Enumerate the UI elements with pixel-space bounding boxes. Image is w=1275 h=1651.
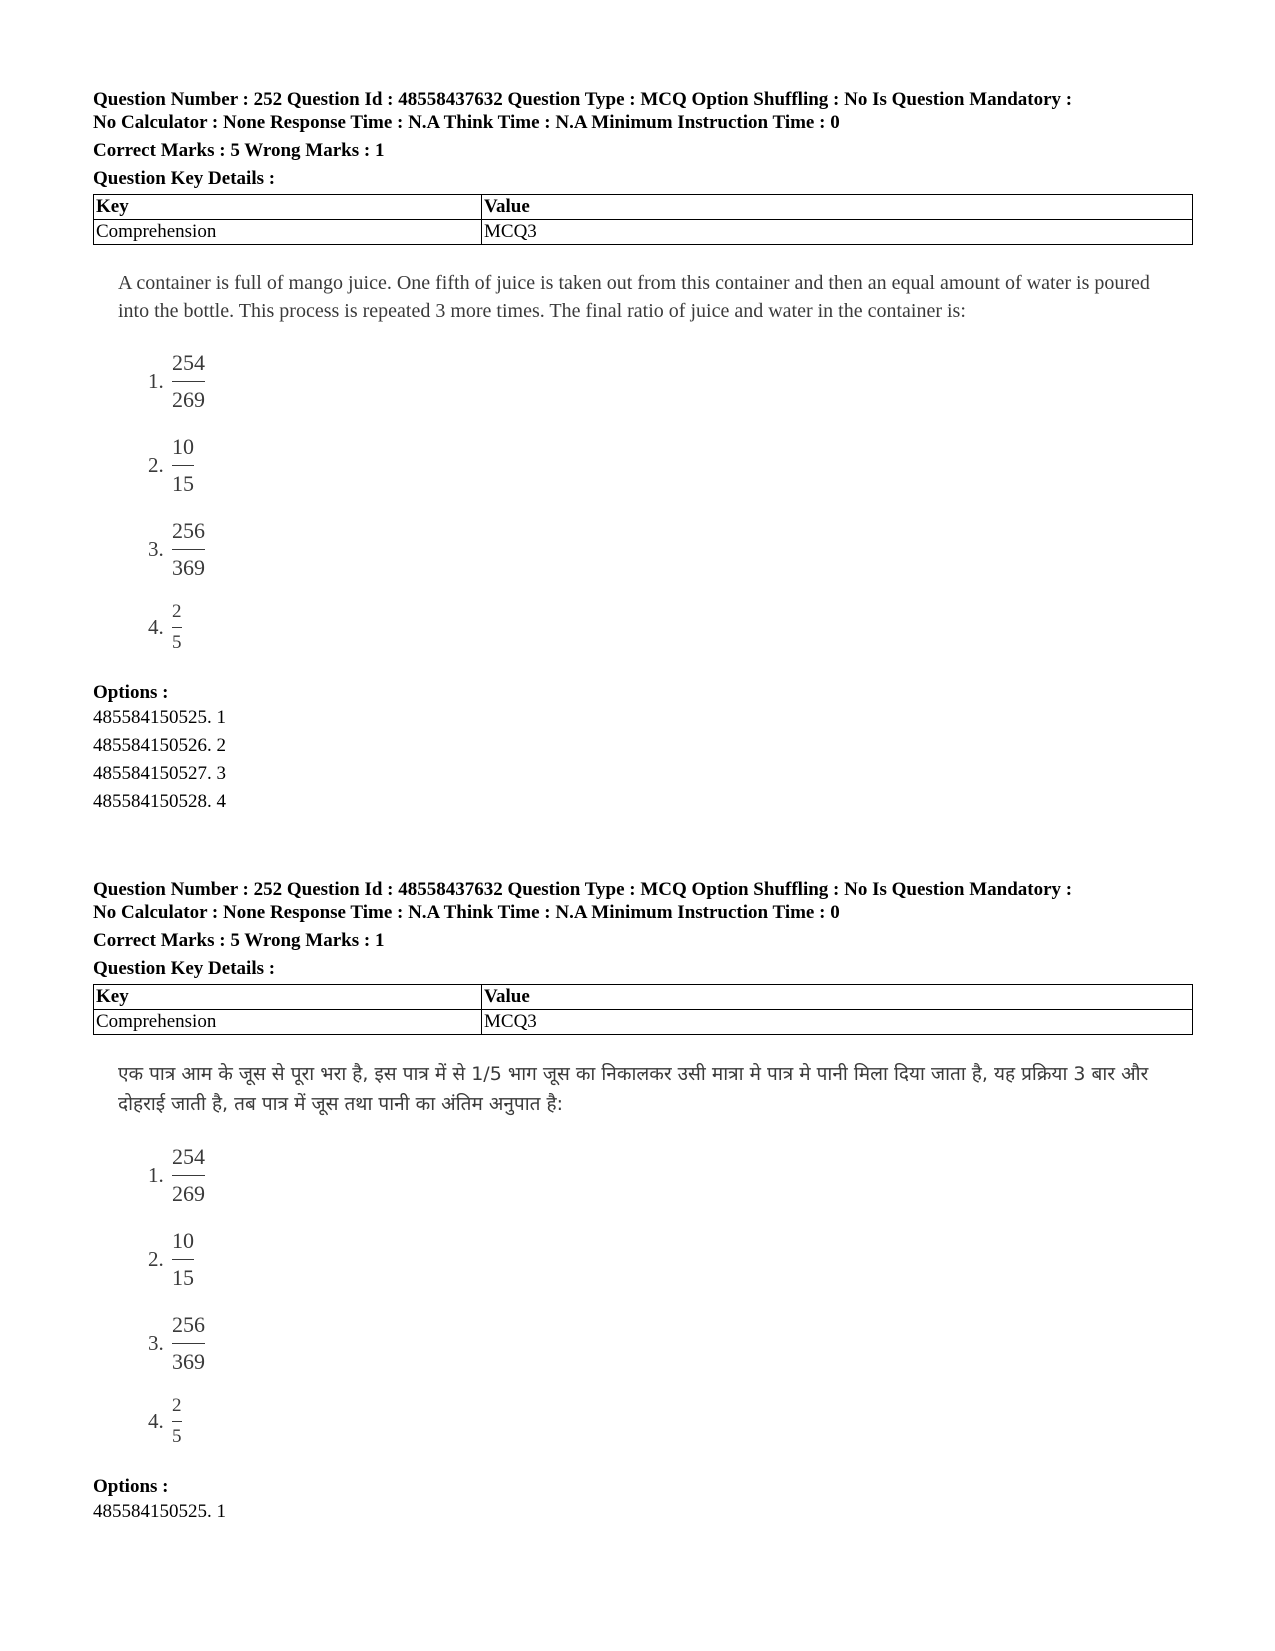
fraction-numerator: 2 [172, 1394, 182, 1416]
options-label: Options : [93, 1476, 169, 1497]
fraction-denominator: 369 [172, 1348, 205, 1374]
question-marks: Correct Marks : 5 Wrong Marks : 1 [93, 140, 385, 161]
answer-choice-2 [148, 1217, 1193, 1301]
answer-choice-1 [148, 339, 1193, 423]
choice-number: 4. [148, 1408, 164, 1433]
answer-choice-3 [148, 507, 1193, 591]
table-header-key: Key [94, 985, 482, 1010]
answer-choice-4 [148, 1385, 1193, 1457]
fraction-numerator: 10 [172, 1227, 194, 1253]
fraction-numerator: 10 [172, 433, 194, 459]
question-block-2 [93, 878, 1193, 1526]
option-id: 485584150525. 1 [93, 1501, 226, 1522]
question-marks: Correct Marks : 5 Wrong Marks : 1 [93, 930, 385, 951]
options-label: Options : [93, 682, 169, 703]
key-details-label: Question Key Details : [93, 168, 276, 189]
choice-number: 3. [148, 1330, 164, 1355]
choice-fraction [172, 348, 205, 415]
fraction-denominator: 5 [172, 1425, 182, 1447]
question-meta-line-1: Question Number : 252 Question Id : 48558437632 Question Type : MCQ Option Shuffling : No Is Question Mandatory : [93, 89, 1073, 110]
choice-fraction [172, 516, 205, 583]
answer-choices [148, 339, 1193, 663]
table-header-key: Key [94, 195, 482, 220]
answer-choice-1 [148, 1133, 1193, 1217]
fraction-denominator: 15 [172, 1264, 194, 1290]
fraction-numerator: 2 [172, 600, 182, 622]
choice-number: 2. [148, 1246, 164, 1271]
choice-fraction [172, 1394, 182, 1449]
choice-fraction [172, 600, 182, 655]
fraction-numerator: 254 [172, 349, 205, 375]
key-details-label: Question Key Details : [93, 958, 276, 979]
question-meta-line-2: No Calculator : None Response Time : N.A Think Time : N.A Minimum Instruction Time : 0 [93, 902, 840, 923]
answer-choices [148, 1133, 1193, 1457]
option-id-list [93, 704, 1193, 816]
option-id: 485584150528. 4 [93, 791, 226, 812]
choice-fraction [172, 1142, 205, 1209]
question-meta-line-1: Question Number : 252 Question Id : 48558437632 Question Type : MCQ Option Shuffling : No Is Question Mandatory : [93, 879, 1073, 900]
choice-number: 4. [148, 614, 164, 639]
question-text-hindi: एक पात्र आम के जूस से पूरा भरा है, इस पात्र में से 1/5 भाग जूस का निकालकर उसी मात्रा मे पात्र मे पानी मिला दिया जाता है, यह प्रक्रिया 3 बार और दोहराई जाती है, तब पात्र में जूस तथा पानी का अंतिम अनुपात है: [118, 1063, 1149, 1115]
table-row [94, 1010, 1193, 1035]
choice-fraction [172, 432, 194, 499]
fraction-denominator: 5 [172, 631, 182, 653]
table-cell-value: MCQ3 [482, 1010, 1193, 1035]
fraction-denominator: 369 [172, 554, 205, 580]
choice-number: 3. [148, 536, 164, 561]
choice-fraction [172, 1310, 205, 1377]
fraction-numerator: 256 [172, 1311, 205, 1337]
answer-choice-4 [148, 591, 1193, 663]
question-meta-line-2: No Calculator : None Response Time : N.A Think Time : N.A Minimum Instruction Time : 0 [93, 112, 840, 133]
option-id: 485584150526. 2 [93, 735, 226, 756]
choice-number: 1. [148, 368, 164, 393]
answer-choice-3 [148, 1301, 1193, 1385]
option-id: 485584150525. 1 [93, 707, 226, 728]
question-text: A container is full of mango juice. One fifth of juice is taken out from this container and then an equal amount of water is poured into the bottle. This process is repeated 3 more times. The final ratio of juice and water in the container is: [118, 272, 1150, 322]
option-id-list [93, 1498, 1193, 1526]
fraction-numerator: 256 [172, 517, 205, 543]
fraction-numerator: 254 [172, 1143, 205, 1169]
table-cell-key: Comprehension [94, 220, 482, 245]
option-id: 485584150527. 3 [93, 763, 226, 784]
table-header-row [94, 985, 1193, 1010]
fraction-denominator: 269 [172, 386, 205, 412]
answer-choice-2 [148, 423, 1193, 507]
fraction-denominator: 269 [172, 1180, 205, 1206]
choice-number: 2. [148, 452, 164, 477]
key-details-table [93, 194, 1193, 245]
table-cell-value: MCQ3 [482, 220, 1193, 245]
table-header-value: Value [482, 195, 1193, 220]
choice-number: 1. [148, 1162, 164, 1187]
key-details-table [93, 984, 1193, 1035]
question-block-1 [93, 88, 1193, 816]
table-cell-key: Comprehension [94, 1010, 482, 1035]
table-header-value: Value [482, 985, 1193, 1010]
table-header-row [94, 195, 1193, 220]
fraction-denominator: 15 [172, 470, 194, 496]
table-row [94, 220, 1193, 245]
choice-fraction [172, 1226, 194, 1293]
